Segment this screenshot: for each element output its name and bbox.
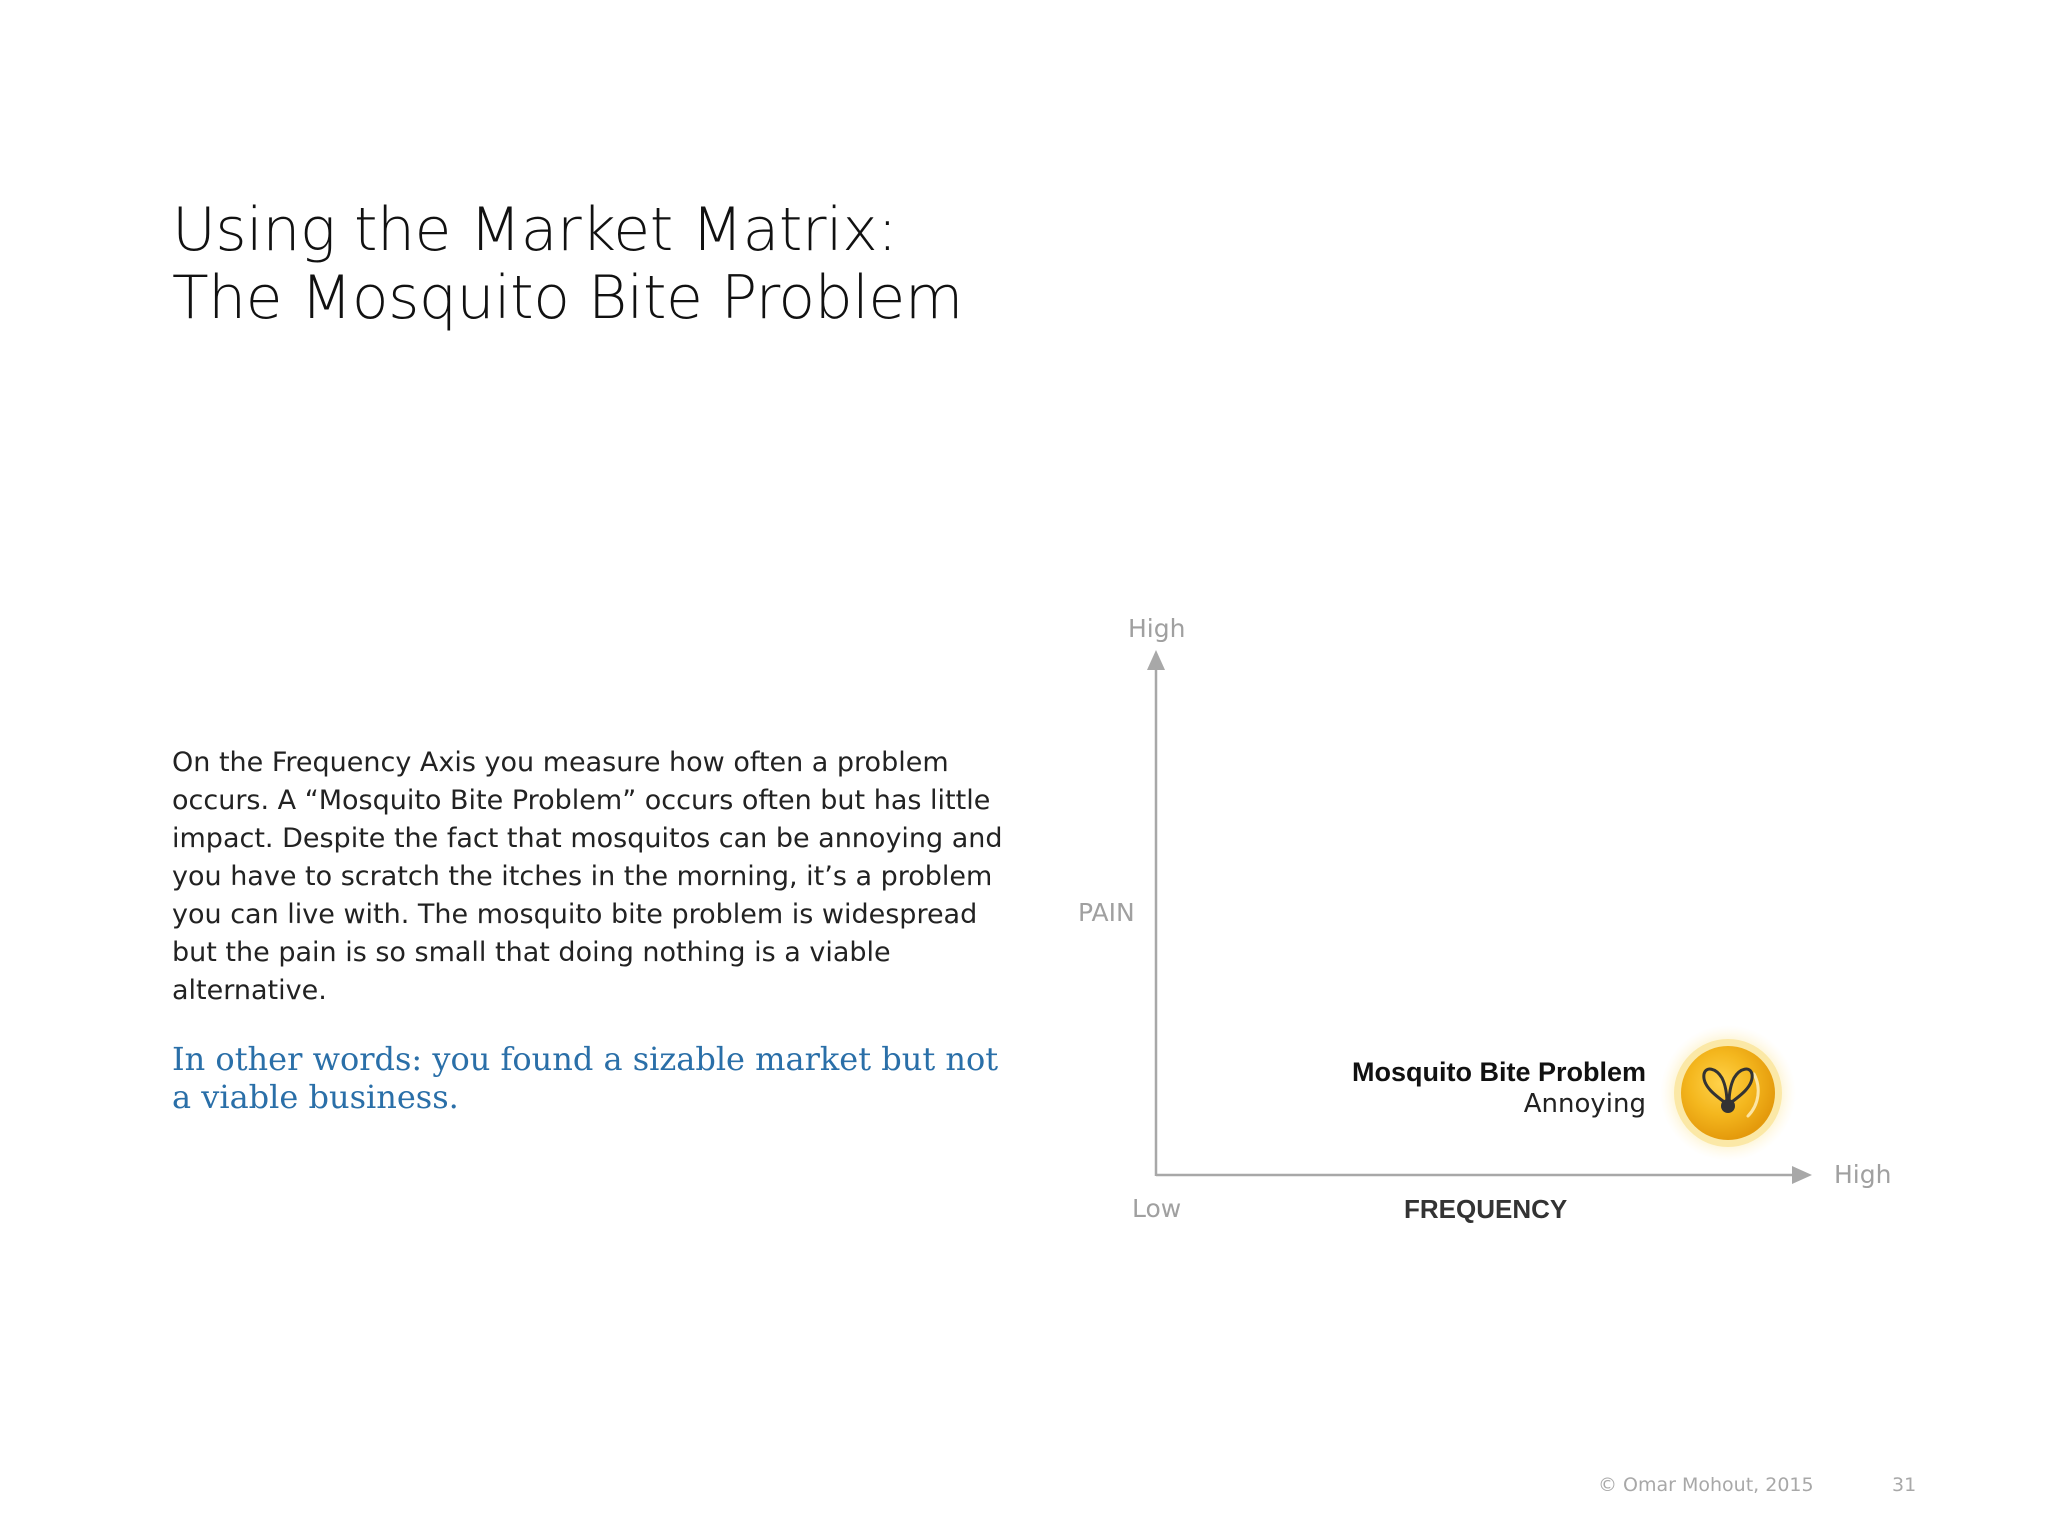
x-axis-high-label: High <box>1834 1160 1892 1189</box>
x-axis-title: FREQUENCY <box>1404 1194 1568 1224</box>
y-axis-title: PAIN <box>1078 898 1135 927</box>
y-axis-arrow-icon <box>1147 650 1165 670</box>
slide-title-line-1: Using the Market Matrix: <box>172 195 897 265</box>
slide-title-line-2: The Mosquito Bite Problem <box>172 263 963 333</box>
highlight-paragraph: In other words: you found a sizable market but not a viable business. <box>172 1040 999 1116</box>
x-axis-arrow-icon <box>1792 1166 1812 1184</box>
x-axis-low-label: Low <box>1132 1194 1182 1223</box>
footer-copyright: © Omar Mohout, 2015 <box>1598 1474 1814 1496</box>
data-point-title: Mosquito Bite Problem <box>1351 1057 1646 1087</box>
mosquito-icon <box>1660 1025 1796 1161</box>
data-point-subtitle: Annoying <box>1523 1089 1646 1119</box>
body-paragraph: On the Frequency Axis you measure how often a problem occurs. A “Mosquito Bite Problem” occurs often but has little impact. Despite the fact that mosquitos can be annoying and you have to scratch the itches in the morning, it’s a problem you can live with. The mosquito bite problem is widespread but the pain is so small that doing nothing is a viable alternative. <box>172 747 1003 1006</box>
y-axis-high-label: High <box>1128 614 1186 643</box>
page-number: 31 <box>1892 1474 1917 1496</box>
data-point-label <box>1352 1056 1646 1120</box>
